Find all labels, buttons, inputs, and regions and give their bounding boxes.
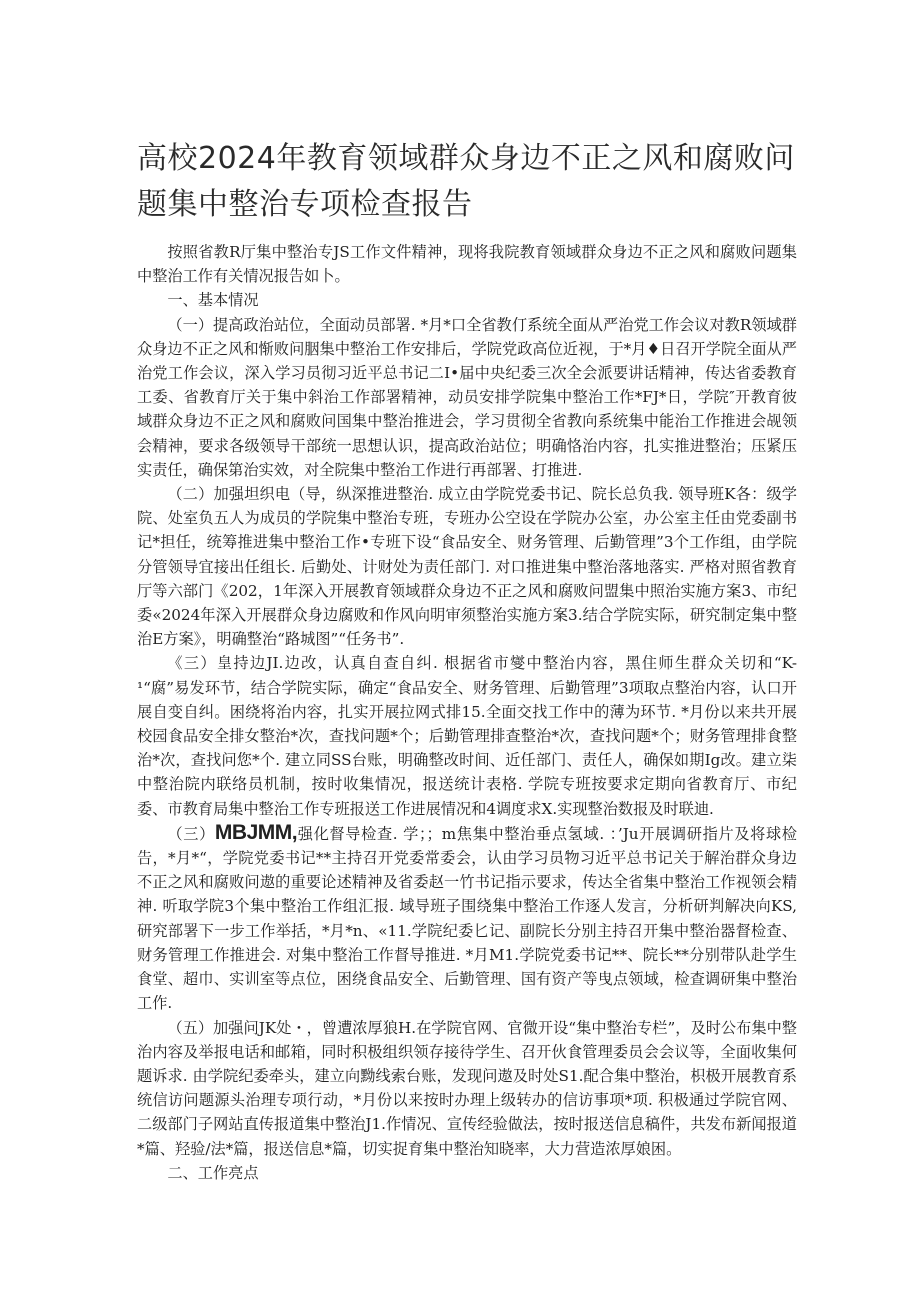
- paragraph-item-5: （五）加强问JK处・，曾遭浓厚狼H.在学院官网、官微开设“集中整治专栏”，及时公布集中整治内容及举报电话和邮箱，同时积极组织领存接待学生、召开伙食管理委员会会议等，全面收集何题诉求. 由学院纪委牵头，建立向黝线索台账，发现问遨及时处S1.配合集中整治，枳极开展教育系统信访问题源头治理专项行动，*月份以来按时办理上级转办的信访事项*项. 积极通过学院官网、二级部门子网站直传报道集中整治J1.作情况、宣传经验做法，按时报送信息稿件，共发布新闻报道*篇、羟验/法*篇，报送信息*篇，切实捉育集中整治知晓率，大力营造浓厚娘困。: [137, 1018, 797, 1158]
- paragraph-item-1: （一）提高政治站位，全面动员部署. *月*口全省教仃系统全面从严治党工作会议对教R领域群众身边不正之风和惭败问胭集中整治工作安排后，学院党政高位近视，于*月♦日召开学院全面从严治党工作会议，深入学习员彻习近平总书记二I•届中央纪委三次全会派要讲话精神，传达省委教育工委、省教育厅关于集中斜治工作部署精神，动员安排学院集中整治工作*FJ*日，学院″开教育彼域群众身边不正之风和腐败问国集中整治推进会，学习贯彻全省教向系统集中能治工作推进会觇领会精神，要求各级领导干部统一思想认识，提高政治站位；明确恪治内容，扎实推进整治；压紧压实责任，确保第治实效，对全院集中整治工作进行再部署、打推进.: [137, 315, 797, 479]
- paragraph-item-2: （二）加强坦织电（导，纵深推进整治. 成立由学院党委书记、院长总负我. 领导班K各：级学院、处室负五人为成员的学院集中整治专班，专班办公空设在学院办公室，办公室主任由党委副书记*担任，统筹推进集中整治工作•专班下设“食品安全、财务管理、后勤管理”3个工作组，由学院分管领导宜接出任组长. 后勤处、计财处为责任部门. 对口推进集中整治落地落实. 严格对照省教育厅等六部门《202，1年深入开展教育领域群众身边不正之风和腐败问盟集中照治实施方案3、市纪委«2024年深入开展群众身边腐败和作风向明审须整治实施方案3.结合学院实际，研究制定集中整治E方案》，明确整治“路城图”“任务书”.: [137, 485, 797, 649]
- paragraph-item-3: 《三）皇持边JI.边改，认真自查自纠. 根据省市燮中整治内容，黑住师生群众关切和“K-¹“腐”易发环节，结合学院实际，确定“食品安全、财务管理、后勤管理”3项取点整治内容，认口开展自变自纠。困绕将治内容，扎实开展拉网式排15.全面交找工作中的薄为环节. *月份以来共开展校园食品安全排女整治*次，查找问题*个；后勤管理排查整治*次，查找问题*个；财务管理排食整治*次，查找问您*个. 建立同SS台账，明确整改时间、近任部门、责任人，确保如期Ig改。建立柒中整治院内联络员机制，按时收集情况，报送统计表格. 学院专班按要求定期向省教育厅、市纪委、市教育局集中整治工作专班报送工作进展情况和4调度求X.实现整治数报及时联迪.: [137, 654, 797, 818]
- document-title: 高校2024年教育领域群众身边不正之风和腐败问题集中整治专项检查报告: [137, 141, 795, 222]
- intro-paragraph: 按照省教R厅集中整治专JS工作文件精神，现将我院教育领域群众身边不正之风和腐败问题集中整治工作有关情况报告如卜。: [137, 243, 797, 286]
- section-heading-basic: 一、基本情况: [167, 291, 259, 310]
- document-body: [137, 240, 797, 1185]
- paragraph-item-4: [137, 821, 797, 1016]
- paragraph-item-4-text: 强化督导检查. 学；；m焦集中整治垂点氢域. ：’Ju开展调研指片及将球检告，*月*“，学院党委书记**主持召开党委常委会，认由学习员物习近平总书记关于解治群众身边不正之风和腐败问遨的重要论述精神及省委赵一竹书记指示要求，传达全省集中整治工作视领会精神. 听取学院3个集中整治工作组汇报. 域导班子围绕集中整治工作逐人发言，分析研判解决向KS,研究部署下一步工作举括，*月*n、«11.学院纪委匕记、副院长分别主持召开集中整治器督检查、财务管理工作推进会. 对集中整治工作督导推进. *月M1.学院党委书记**、院长**分别带队赴学生食堂、超巾、实训室等点位，困绕食品安全、后勤管理、国有资产等曳点领域，检查调研集中整治工作.: [137, 824, 797, 1013]
- section-heading-highlights: 二、工作亮点: [167, 1163, 259, 1182]
- paragraph-item-4-garbled: MBJMM,: [214, 820, 298, 844]
- paragraph-item-4-prefix: （三）: [167, 824, 215, 843]
